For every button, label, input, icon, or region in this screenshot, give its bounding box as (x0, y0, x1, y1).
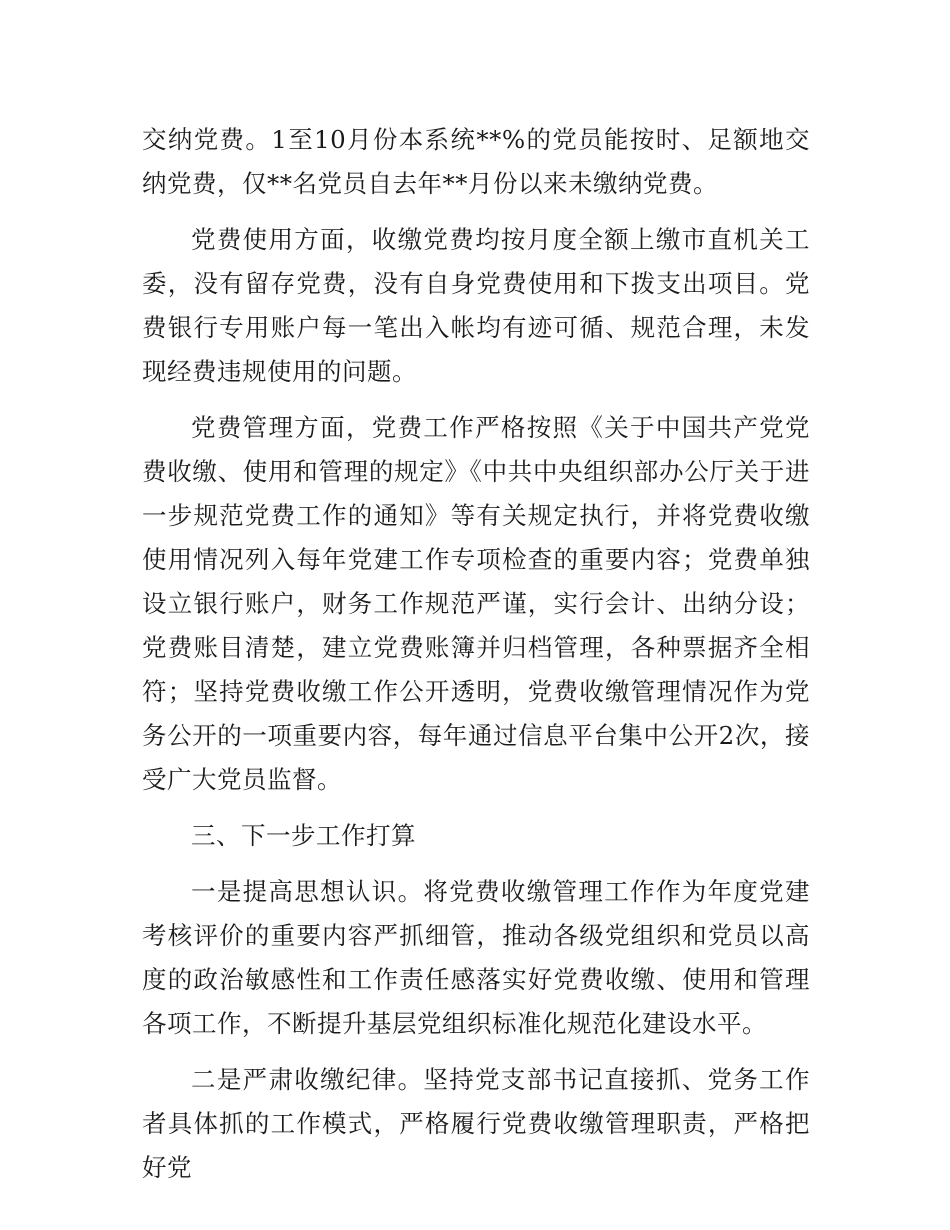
paragraph-dues-payment: 交纳党费。1至10月份本系统**%的党员能按时、足额地交纳党费，仅**名党员自去年**月份以来未缴纳党费。 (142, 125, 810, 198)
paragraph-collection-discipline: 二是严肃收缴纪律。坚持党支部书记直接抓、党务工作者具体抓的工作模式，严格履行党费收缴管理职责，严格把好党 (142, 1065, 810, 1182)
paragraph-raise-awareness: 一是提高思想认识。将党费收缴管理工作作为年度党建考核评价的重要内容严抓细管，推动各级党组织和党员以高度的政治敏感性和工作责任感落实好党费收缴、使用和管理各项工作，不断提升基层党组织标准化规范化建设水平。 (142, 877, 810, 1038)
document-body (142, 118, 810, 1202)
paragraph-dues-usage: 党费使用方面，收缴党费均按月度全额上缴市直机关工委，没有留存党费，没有自身党费使用和下拨支出项目。党费银行专用账户每一笔出入帐均有迹可循、规范合理，未发现经费违规使用的问题。 (142, 225, 810, 386)
paragraph-dues-management: 党费管理方面，党费工作严格按照《关于中国共产党党费收缴、使用和管理的规定》《中共中央组织部办公厅关于进一步规范党费工作的通知》等有关规定执行，并将党费收缴使用情况列入每年党建工作专项检查的重要内容；党费单独设立银行账户，财务工作规范严谨，实行会计、出纳分设；党费账目清楚，建立党费账簿并归档管理，各种票据齐全相符；坚持党费收缴工作公开透明，党费收缴管理情况作为党务公开的一项重要内容，每年通过信息平台集中公开2次，接受广大党员监督。 (142, 413, 810, 794)
section-heading-next-steps: 三、下一步工作打算 (191, 821, 416, 850)
